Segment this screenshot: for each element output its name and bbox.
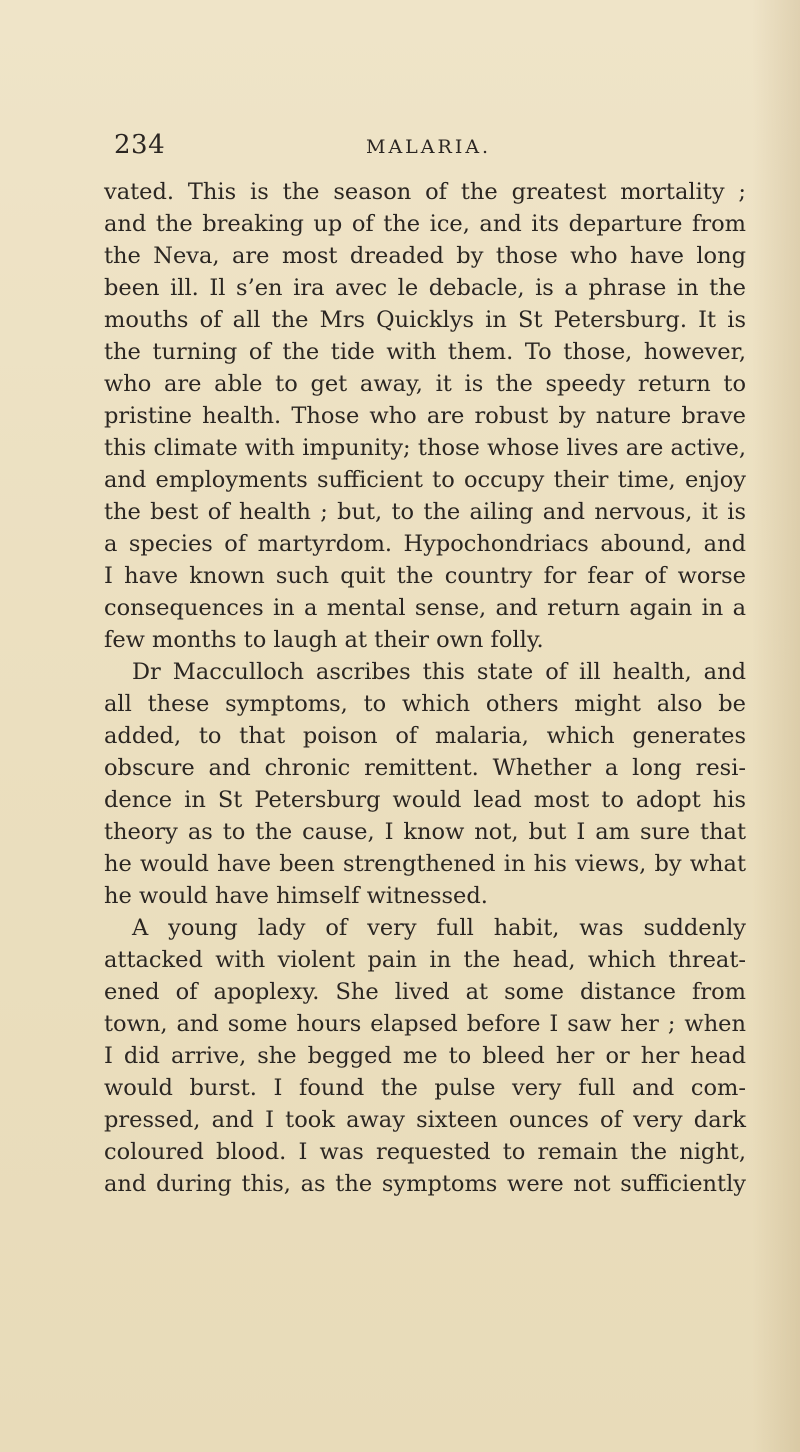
running-title: MALARIA.	[366, 136, 492, 158]
text-line: been ill. Il s’en ira avec le debacle, is a phrase in the	[104, 275, 746, 301]
text-line: and the breaking up of the ice, and its departure from	[104, 211, 746, 237]
text-line: he would have been strengthened in his views, by what	[104, 851, 746, 877]
text-line: obscure and chronic remittent. Whether a long resi-	[104, 755, 746, 781]
text-line: and employments sufficient to occupy their time, enjoy	[104, 467, 746, 493]
text-line: would burst. I found the pulse very full and com-	[104, 1075, 746, 1101]
text-line: this climate with impunity; those whose lives are active,	[104, 435, 746, 461]
text-line: the Neva, are most dreaded by those who have long	[104, 243, 746, 269]
page-number: 234	[114, 130, 166, 160]
text-line: the best of health ; but, to the ailing and nervous, it is	[104, 499, 746, 525]
text-line: Dr Macculloch ascribes this state of ill health, and	[132, 659, 746, 685]
text-line: attacked with violent pain in the head, which threat-	[104, 947, 746, 973]
text-line: ened of apoplexy. She lived at some distance from	[104, 979, 746, 1005]
text-line: the turning of the tide with them. To those, however,	[104, 339, 746, 365]
text-line: who are able to get away, it is the speedy return to	[104, 371, 746, 397]
text-line: and during this, as the symptoms were not sufficiently	[104, 1171, 746, 1197]
text-line: pressed, and I took away sixteen ounces of very dark	[104, 1107, 746, 1133]
text-line: theory as to the cause, I know not, but I am sure that	[104, 819, 746, 845]
text-line: dence in St Petersburg would lead most to adopt his	[104, 787, 746, 813]
text-line: consequences in a mental sense, and return again in a	[104, 595, 746, 621]
text-line: A young lady of very full habit, was suddenly	[132, 915, 746, 941]
text-line: he would have himself witnessed.	[104, 883, 488, 909]
running-head	[114, 130, 714, 164]
text-line: a species of martyrdom. Hypochondriacs abound, and	[104, 531, 746, 557]
text-line: added, to that poison of malaria, which generates	[104, 723, 746, 749]
text-line: vated. This is the season of the greatest mortality ;	[104, 179, 746, 205]
body-text	[104, 176, 746, 1200]
text-line: I have known such quit the country for fear of worse	[104, 563, 746, 589]
text-line: mouths of all the Mrs Quicklys in St Petersburg. It is	[104, 307, 746, 333]
text-line: few months to laugh at their own folly.	[104, 627, 544, 653]
text-line: coloured blood. I was requested to remain the night,	[104, 1139, 746, 1165]
text-line: all these symptoms, to which others might also be	[104, 691, 746, 717]
text-line: town, and some hours elapsed before I saw her ; when	[104, 1011, 746, 1037]
text-line: pristine health. Those who are robust by nature brave	[104, 403, 746, 429]
text-line: I did arrive, she begged me to bleed her or her head	[104, 1043, 746, 1069]
